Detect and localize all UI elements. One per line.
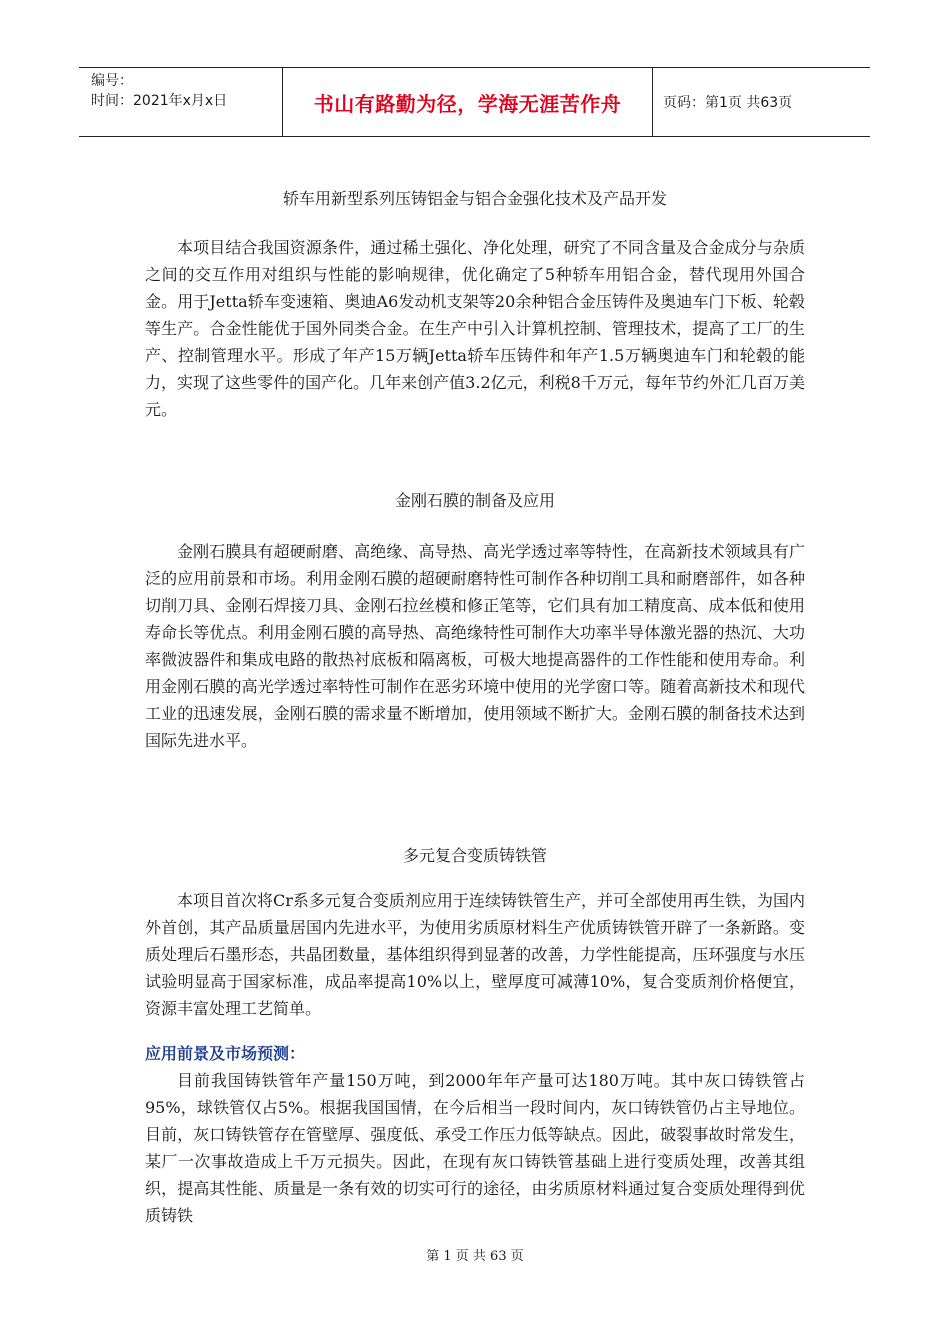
header-table — [79, 67, 870, 137]
section-body-diamond-film: 金刚石膜具有超硬耐磨、高绝缘、高导热、高光学透过率等特性，在高新技术领域具有广泛的应用前景和市场。利用金刚石膜的超硬耐磨特性可制作各种切削工具和耐磨部件，如各种切削刀具、金刚石焊接刀具、金刚石拉丝模和修正笔等，它们具有加工精度高、成本低和使用寿命长等优点。利用金刚石膜的高导热、高绝缘特性可制作大功率半导体激光器的热沉、大功率微波器件和集成电路的散热衬底板和隔离板，可极大地提高器件的工作性能和使用寿命。利用金刚石膜的高光学透过率特性可制作在恶劣环境中使用的光学窗口等。随着高新技术和现代工业的迅速发展，金刚石膜的需求量不断增加，使用领域不断扩大。金刚石膜的制备技术达到国际先进水平。 — [145, 542, 805, 750]
market-forecast-heading: 应用前景及市场预测： — [145, 1044, 306, 1063]
section-title-cast-iron-pipe: 多元复合变质铸铁管 — [402, 846, 547, 865]
footer-page-number: 第 1 页 共 63 页 — [426, 1249, 524, 1264]
header-page-number: 页码：第1页 共63页 — [663, 95, 793, 111]
motto-text: 书山有路勤为径，学海无涯苦作舟 — [283, 68, 653, 136]
serial-number-label: 编号： — [91, 73, 133, 89]
section-body-aluminum: 本项目结合我国资源条件，通过稀土强化、净化处理，研究了不同含量及合金成分与杂质之间的交互作用对组织与性能的影响规律，优化确定了5种轿车用铝合金，替代现用外国合金。用于Jetta轿车变速箱、奥迪A6发动机支架等20余种铝合金压铸件及奥迪车门下板、轮毂等生产。合金性能优于国外同类合金。在生产中引入计算机控制、管理技术，提高了工厂的生产、控制管理水平。形成了年产15万辆Jetta轿车压铸件和年产1.5万辆奥迪车门和轮毂的能力，实现了这些零件的国产化。几年来创产值3.2亿元，利税8千万元，每年节约外汇几百万美元。 — [145, 238, 805, 419]
market-forecast-body: 目前我国铸铁管年产量150万吨，到2000年年产量可达180万吨。其中灰口铸铁管占95%，球铁管仅占5%。根据我国国情，在今后相当一段时间内，灰口铸铁管仍占主导地位。目前，灰口铸铁管存在管壁厚、强度低、承受工作压力低等缺点。因此，破裂事故时常发生，某厂一次事故造成上千万元损失。因此，在现有灰口铸铁管基础上进行变质处理，改善其组织，提高其性能、质量是一条有效的切实可行的途径，由劣质原材料通过复合变质处理得到优质铸铁 — [145, 1071, 805, 1225]
header-info-cell — [79, 68, 283, 136]
section-title-diamond-film: 金刚石膜的制备及应用 — [394, 491, 555, 510]
section-body-cast-iron-pipe: 本项目首次将Cr系多元复合变质剂应用于连续铸铁管生产，并可全部使用再生铁，为国内外首创，其产品质量居国内先进水平，为使用劣质原材料生产优质铸铁管开辟了一条新路。变质处理后石墨形态，共晶团数量，基体组织得到显著的改善，力学性能提高，压环强度与水压试验明显高于国家标准，成品率提高10%以上，壁厚度可减薄10%，复合变质剂价格便宜，资源丰富处理工艺简单。 — [145, 891, 805, 1018]
date-text: 时间：2021年x月x日 — [91, 93, 228, 109]
section-title-aluminum: 轿车用新型系列压铸铝金与铝合金强化技术及产品开发 — [282, 189, 667, 208]
